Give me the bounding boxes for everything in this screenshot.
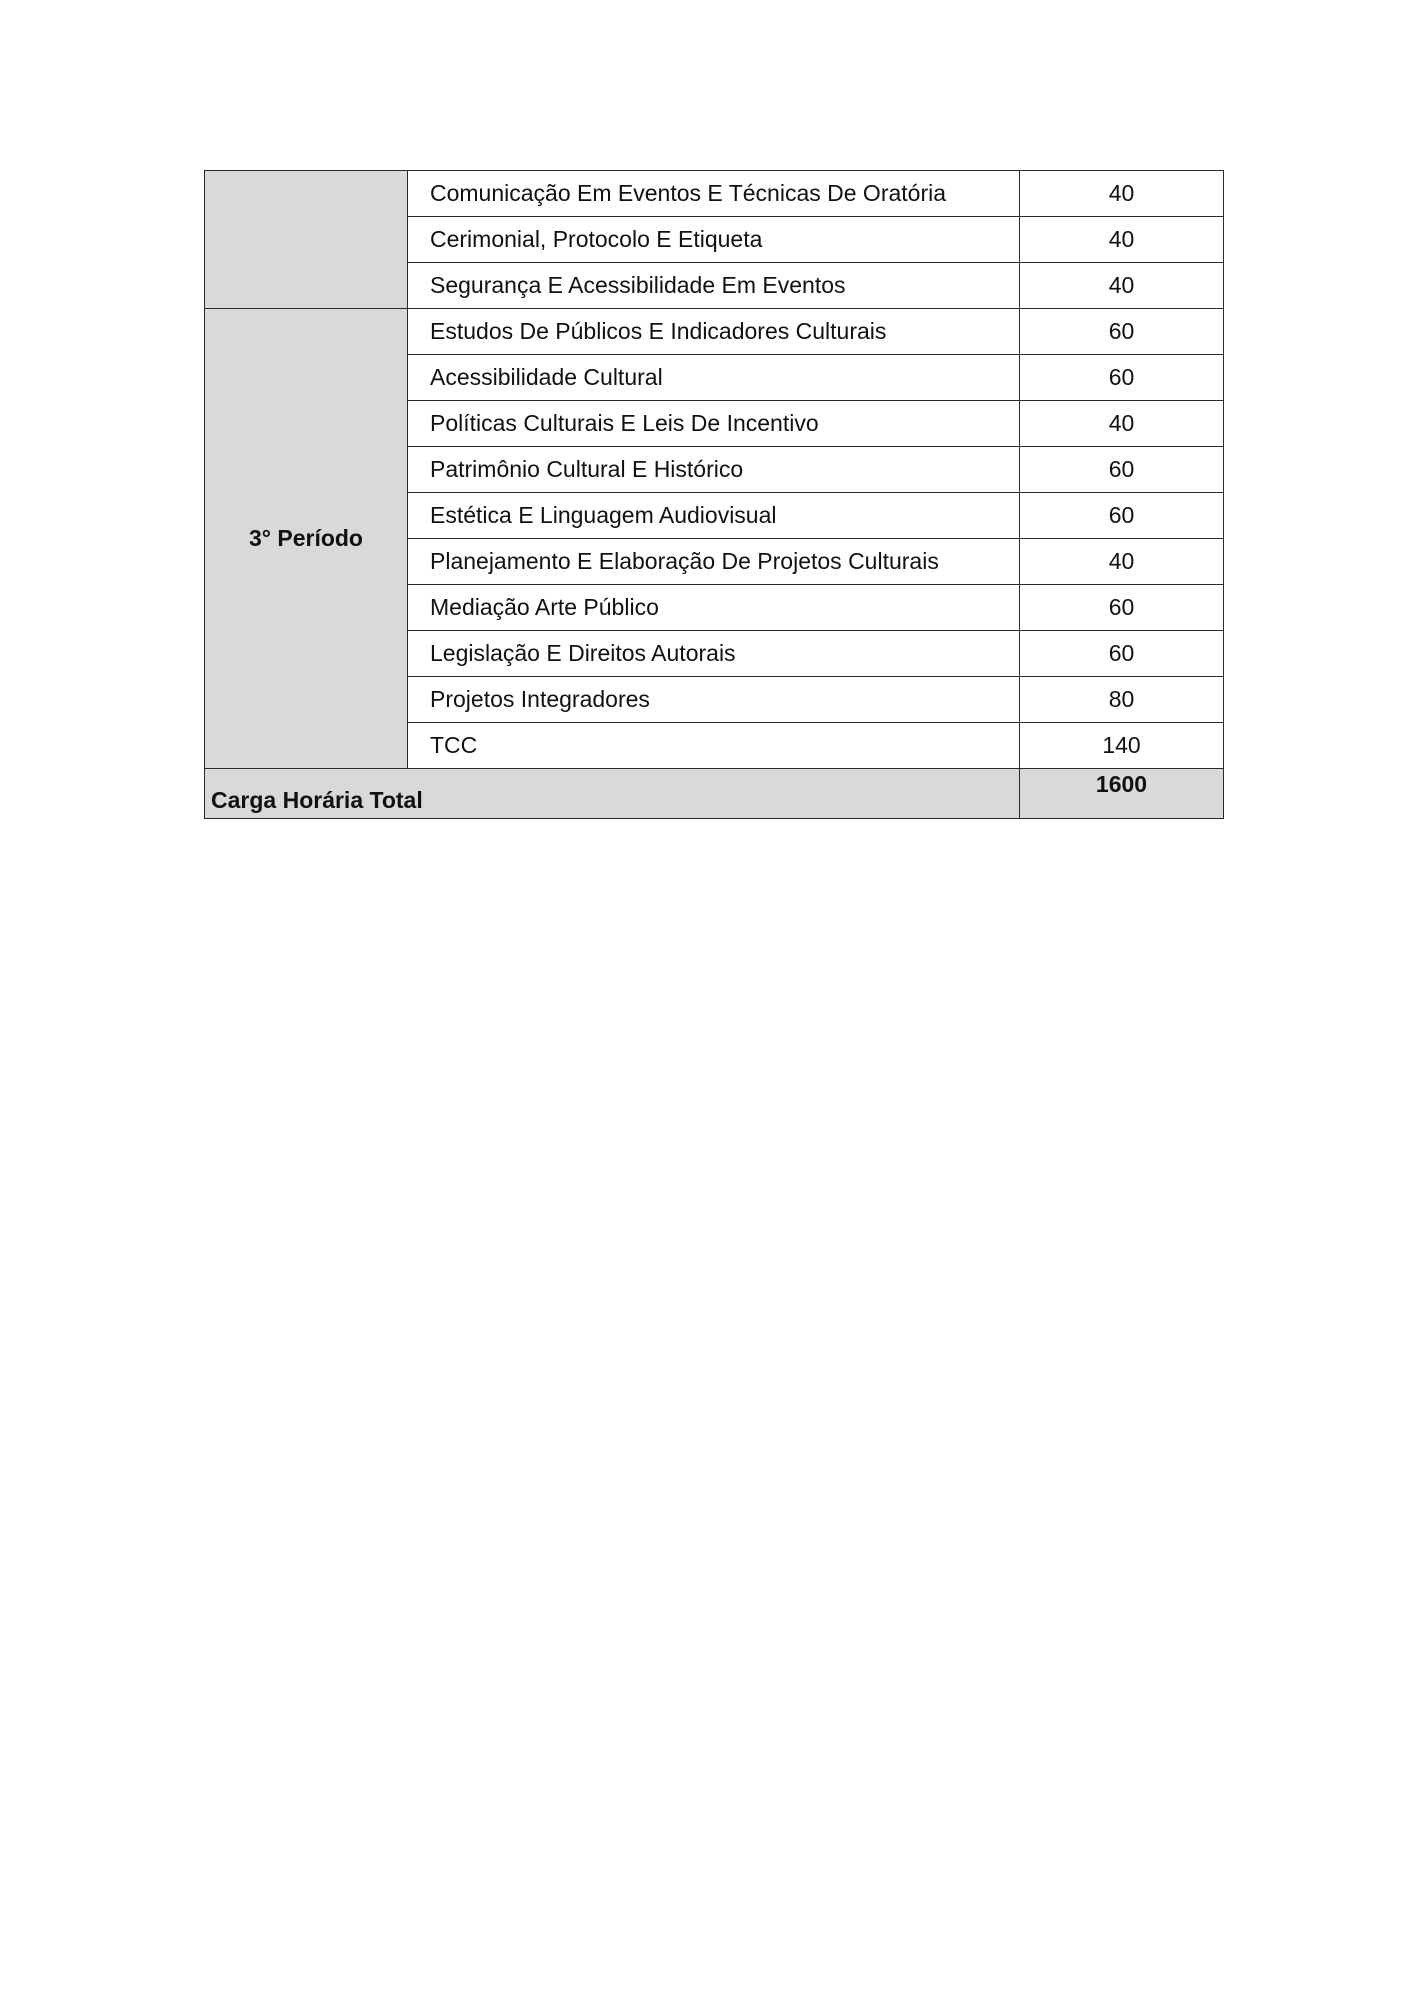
curriculum-table: [204, 170, 1224, 819]
discipline-name: Legislação E Direitos Autorais: [408, 631, 1020, 677]
discipline-name: Políticas Culturais E Leis De Incentivo: [408, 401, 1020, 447]
table-row: [205, 309, 1224, 355]
discipline-name: Segurança E Acessibilidade Em Eventos: [408, 263, 1020, 309]
period-cell-3: 3° Período: [205, 309, 408, 769]
discipline-hours: 60: [1020, 355, 1224, 401]
discipline-name: TCC: [408, 723, 1020, 769]
discipline-name: Projetos Integradores: [408, 677, 1020, 723]
discipline-name: Estética E Linguagem Audiovisual: [408, 493, 1020, 539]
total-label: Carga Horária Total: [205, 769, 1020, 819]
discipline-name: Cerimonial, Protocolo E Etiqueta: [408, 217, 1020, 263]
period-cell-previous: [205, 171, 408, 309]
discipline-hours: 140: [1020, 723, 1224, 769]
discipline-hours: 60: [1020, 631, 1224, 677]
discipline-hours: 40: [1020, 539, 1224, 585]
discipline-name: Acessibilidade Cultural: [408, 355, 1020, 401]
total-hours: 1600: [1020, 769, 1224, 819]
discipline-name: Estudos De Públicos E Indicadores Culturais: [408, 309, 1020, 355]
discipline-hours: 40: [1020, 401, 1224, 447]
discipline-name: Planejamento E Elaboração De Projetos Culturais: [408, 539, 1020, 585]
discipline-hours: 40: [1020, 171, 1224, 217]
discipline-hours: 60: [1020, 585, 1224, 631]
discipline-name: Mediação Arte Público: [408, 585, 1020, 631]
discipline-hours: 60: [1020, 447, 1224, 493]
discipline-name: Patrimônio Cultural E Histórico: [408, 447, 1020, 493]
table-row: [205, 171, 1224, 217]
discipline-hours: 60: [1020, 309, 1224, 355]
discipline-hours: 40: [1020, 217, 1224, 263]
discipline-hours: 80: [1020, 677, 1224, 723]
discipline-hours: 40: [1020, 263, 1224, 309]
total-row: [205, 769, 1224, 819]
discipline-name: Comunicação Em Eventos E Técnicas De Oratória: [408, 171, 1020, 217]
discipline-hours: 60: [1020, 493, 1224, 539]
